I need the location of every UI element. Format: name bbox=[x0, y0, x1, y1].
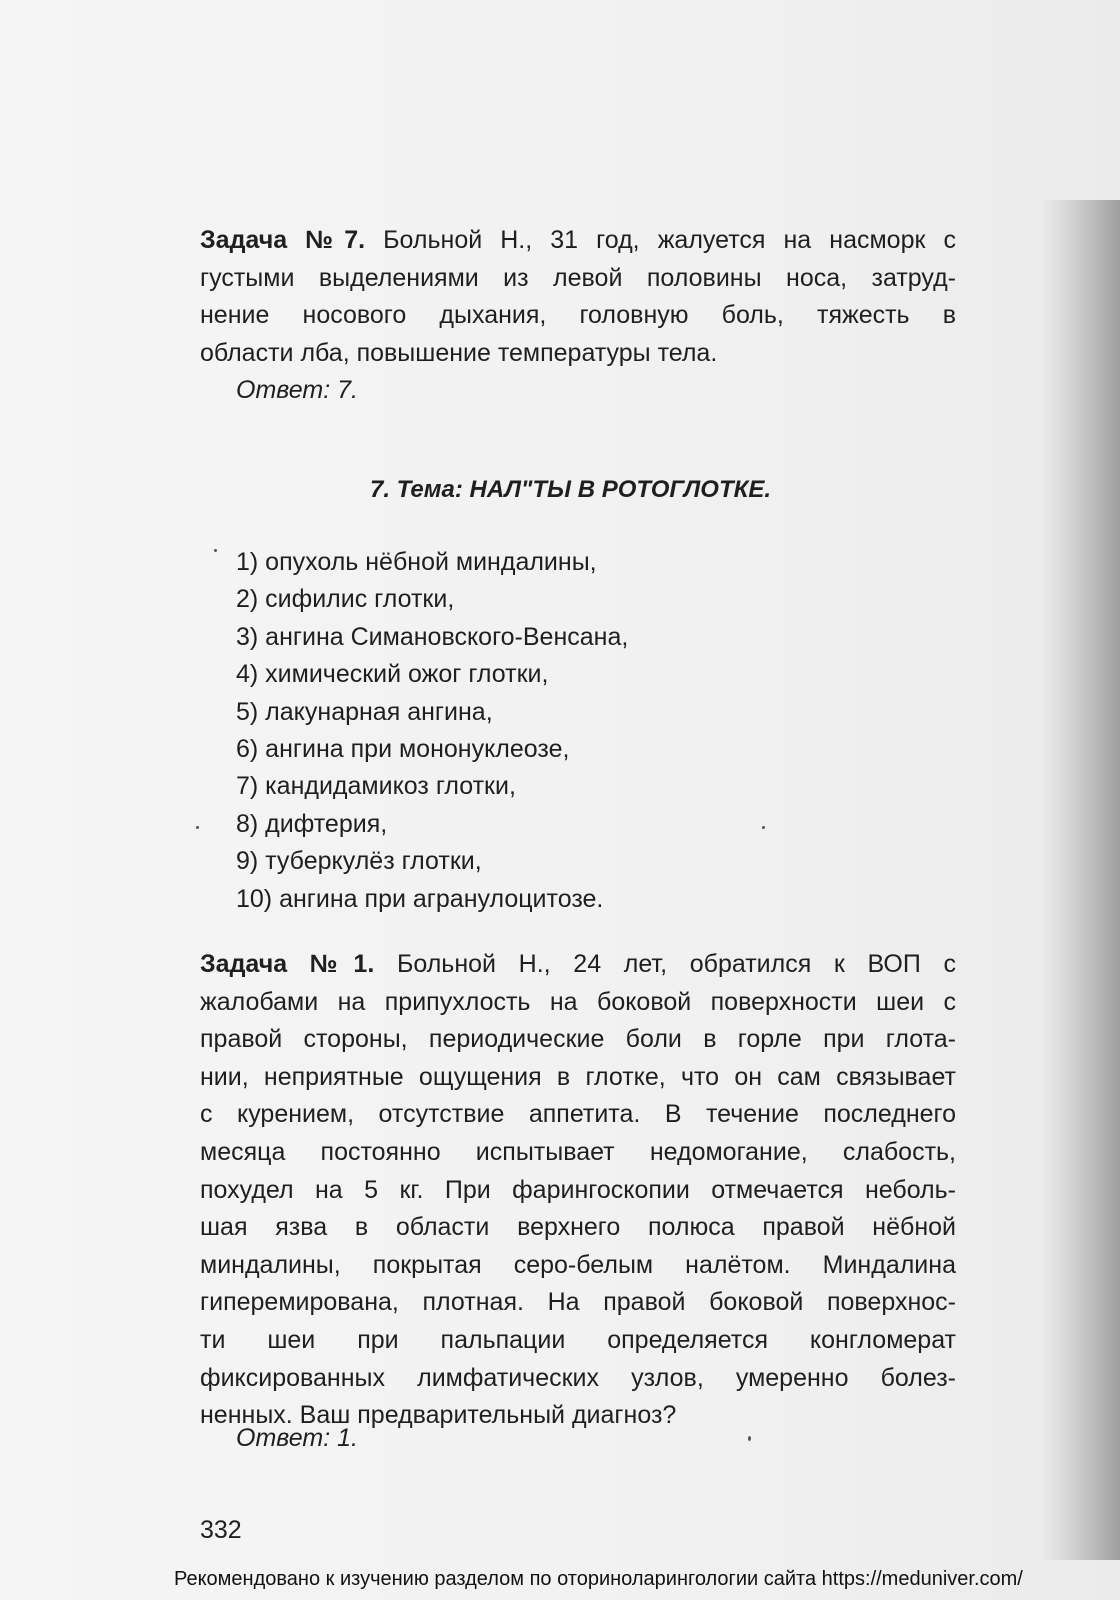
scan-speck bbox=[214, 549, 217, 552]
task1-paragraph bbox=[200, 946, 956, 1435]
list-item: 4) химический ожог глотки, bbox=[236, 660, 549, 689]
task1-line: гиперемирована, плотная. На правой боковой поверхнос- bbox=[200, 1288, 956, 1317]
task1-line: с курением, отсутствие аппетита. В течение последнего bbox=[200, 1100, 956, 1129]
task1-line: миндалины, покрытая серо-белым налётом. Миндалина bbox=[200, 1250, 956, 1279]
task1-line bbox=[200, 946, 956, 984]
list-item: 1) опухоль нёбной миндалины, bbox=[236, 548, 597, 576]
scan-speck bbox=[762, 826, 765, 829]
task1-line: похудел на 5 кг. При фарингоскопии отмечается неболь- bbox=[200, 1175, 956, 1204]
task1-line: ненных. Ваш предварительный диагноз? bbox=[200, 1401, 677, 1430]
task1-line: жалобами на припухлость на боковой поверхности шеи с bbox=[200, 987, 956, 1016]
list-item: 8) дифтерия, bbox=[236, 809, 388, 838]
binding-shadow bbox=[1040, 200, 1120, 1560]
task1-title: Задача №1. bbox=[200, 950, 375, 978]
task1-line: нии, неприятные ощущения в глотке, что он сам связывает bbox=[200, 1062, 956, 1091]
task7-answer: Ответ: 7. bbox=[236, 376, 358, 404]
task1-line: ти шеи при пальпации определяется конгломерат bbox=[200, 1325, 956, 1354]
task1-answer: Ответ: 1. bbox=[236, 1424, 358, 1452]
list-item: 2) сифилис глотки, bbox=[236, 585, 455, 614]
task7-title: Задача №7. bbox=[200, 226, 366, 254]
list-item: 7) кандидамикоз глотки, bbox=[236, 772, 516, 801]
task1-line: месяца постоянно испытывает недомогание, слабость, bbox=[200, 1137, 956, 1166]
task7-line: густыми выделениями из левой половины носа, затруд- bbox=[200, 263, 956, 292]
list-item: 9) туберкулёз глотки, bbox=[236, 847, 482, 876]
topic-heading: 7. Тема: НАЛ"ТЫ В РОТОГЛОТКЕ. bbox=[370, 476, 772, 503]
list-item: 3) ангина Симановского-Венсана, bbox=[236, 622, 629, 651]
list-item: 5) лакунарная ангина, bbox=[236, 697, 493, 726]
task7-line: нение носового дыхания, головную боль, тяжесть в bbox=[200, 301, 956, 330]
list-item: 10) ангина при агранулоцитозе. bbox=[236, 884, 604, 913]
list-item: 6) ангина при мононуклеозе, bbox=[236, 735, 570, 764]
task1-line: фиксированных лимфатических узлов, умеренно болез- bbox=[200, 1363, 956, 1392]
task1-line: шая язва в области верхнего полюса правой нёбной bbox=[200, 1213, 956, 1242]
scan-speck bbox=[196, 826, 199, 829]
task1-line-text: Больной Н., 24 лет, обратился к ВОП с bbox=[374, 950, 956, 978]
scan-speck bbox=[748, 1436, 751, 1441]
page-number: 332 bbox=[200, 1516, 242, 1544]
task7-paragraph bbox=[200, 222, 956, 372]
task7-line-text: Больной Н., 31 год, жалуется на насморк с bbox=[365, 226, 956, 254]
footer-recommendation: Рекомендовано к изучению разделом по оториноларингологии сайта https://meduniver.com/ bbox=[174, 1568, 1023, 1590]
task7-line bbox=[200, 222, 956, 260]
options-list bbox=[236, 544, 628, 918]
task1-line: правой стороны, периодические боли в горле при глота- bbox=[200, 1025, 956, 1054]
task7-line: области лба, повышение температуры тела. bbox=[200, 338, 718, 367]
